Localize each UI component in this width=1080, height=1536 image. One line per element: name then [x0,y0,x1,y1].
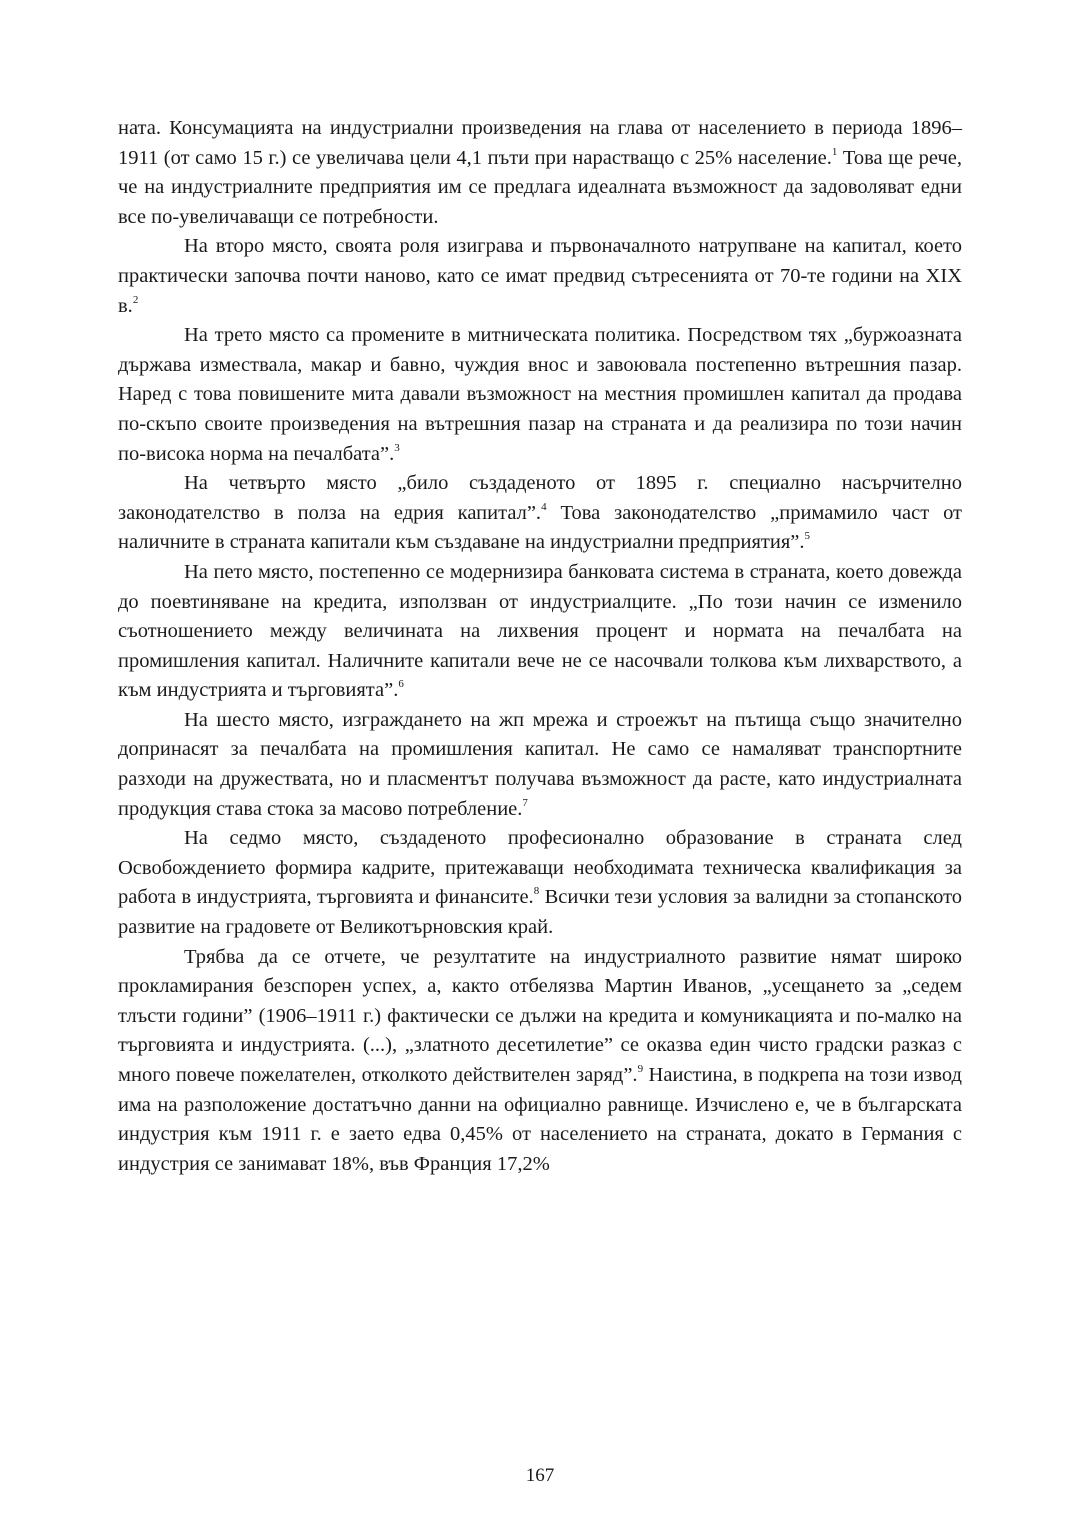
paragraph-text: Това ще рече, че на индустриалните предприятия им се предлага идеалната възможност да задоволяват едни все по-увеличаващи се потребности. [118,146,962,228]
page-body [118,114,962,1179]
paragraph [118,469,962,558]
paragraph-text: На трето място са промените в митническата политика. Посредством тях „буржоазната държава измествала, макар и бавно, чуждия внос и завоювала постепенно вътрешния пазар. Наред с това повишените мита давали възможност на местния промишлен капитал да продава по-скъпо своите произведения на вътрешния пазар на страната и да реализира по този начин по-висока норма на печалбата”. [118,324,962,465]
footnote-marker: 8 [533,885,540,898]
paragraph-text: Наистина, в подкрепа на този извод има на разположение достатъчно данни на официално равнище. Изчислено е, че в българската индустрия към 1911 г. е заето едва 0,45% от населението на страната, докато в Германия с индустрия се занимават 18%, във Франция 17,2% [118,1064,962,1175]
paragraph-text: ната. Консумацията на индустриални произведения на глава от населението в периода 1896–1911 (от само 15 г.) се увеличава цели 4,1 пъти при нарастващо с 25% население. [118,117,962,169]
page-number: 167 [525,1465,555,1486]
paragraph-text: На второ място, своята роля изиграва и първоначалното натрупване на капитал, което практически започва почти наново, като се имат предвид сътресенията от 70-те години на XIX в. [118,235,962,317]
paragraph [118,321,962,469]
paragraph [118,114,962,232]
footnote-marker: 6 [398,678,404,691]
paragraph-text: Трябва да се отчете, че резултатите на индустриалното развитие нямат широко прокламирания безспорен успех, а, както отбелязва Мартин Иванов, „усещането за „седем тлъсти години” (1906–1911 г.) фактически се дължи на кредита и комуникацията и по-малко на търговията и индустрията. (...), „златното десетилетие” се оказва един чисто градски разказ с много повече пожелателен, отколкото действителен заряд”. [118,945,962,1086]
paragraph [118,706,962,824]
paragraph [118,558,962,706]
paragraph-text: На четвърто място „било създаденото от 1895 г. специално насърчително законодателство в полза на едрия капитал”. [118,472,962,524]
footnote-marker: 9 [637,1063,644,1075]
footnote-marker: 5 [804,530,810,543]
paragraph-text: На шесто място, изграждането на жп мрежа и строежът на пътища също значително допринасят за печалбата на промишления капитал. Не само се намаляват транспортните разходи на дружествата, но и пласментът получава възможност да расте, като индустриалната продукция става стока за масово потребление. [118,708,962,820]
footnote-marker: 1 [831,145,838,158]
paragraph-text: Всички тези условия за валидни за стопанското развитие на градовете от Великотърновския край. [118,886,963,939]
paragraph-text: На пето място, постепенно се модернизира банковата система в страната, което довежда до поевтиняване на кредита, използван от индустриалците. „По този начин се изменило съотношението между величината на лихвения процент и нормата на печалбата на промишления капитал. Наличните капитали вече не се насочвали толкова към лихварството, а към индустрията и търговията”. [118,560,962,702]
paragraph [118,943,962,1180]
paragraph-text: На седмо място, създаденото професионално образование в страната след Освобождението формира кадрите, притежаващи необходимата техническа квалификация за работа в индустрията, търговията и финансите. [118,827,962,909]
paragraph [118,232,962,321]
footnote-marker: 3 [394,441,400,454]
footnote-marker: 2 [132,293,139,306]
paragraph [118,824,962,942]
footnote-marker: 4 [541,500,547,513]
footnote-marker: 7 [522,796,528,809]
paragraph-text: Това законодателство „примамило част от наличните в страната капитали към създаване на индустриални предприятия”. [118,501,963,554]
